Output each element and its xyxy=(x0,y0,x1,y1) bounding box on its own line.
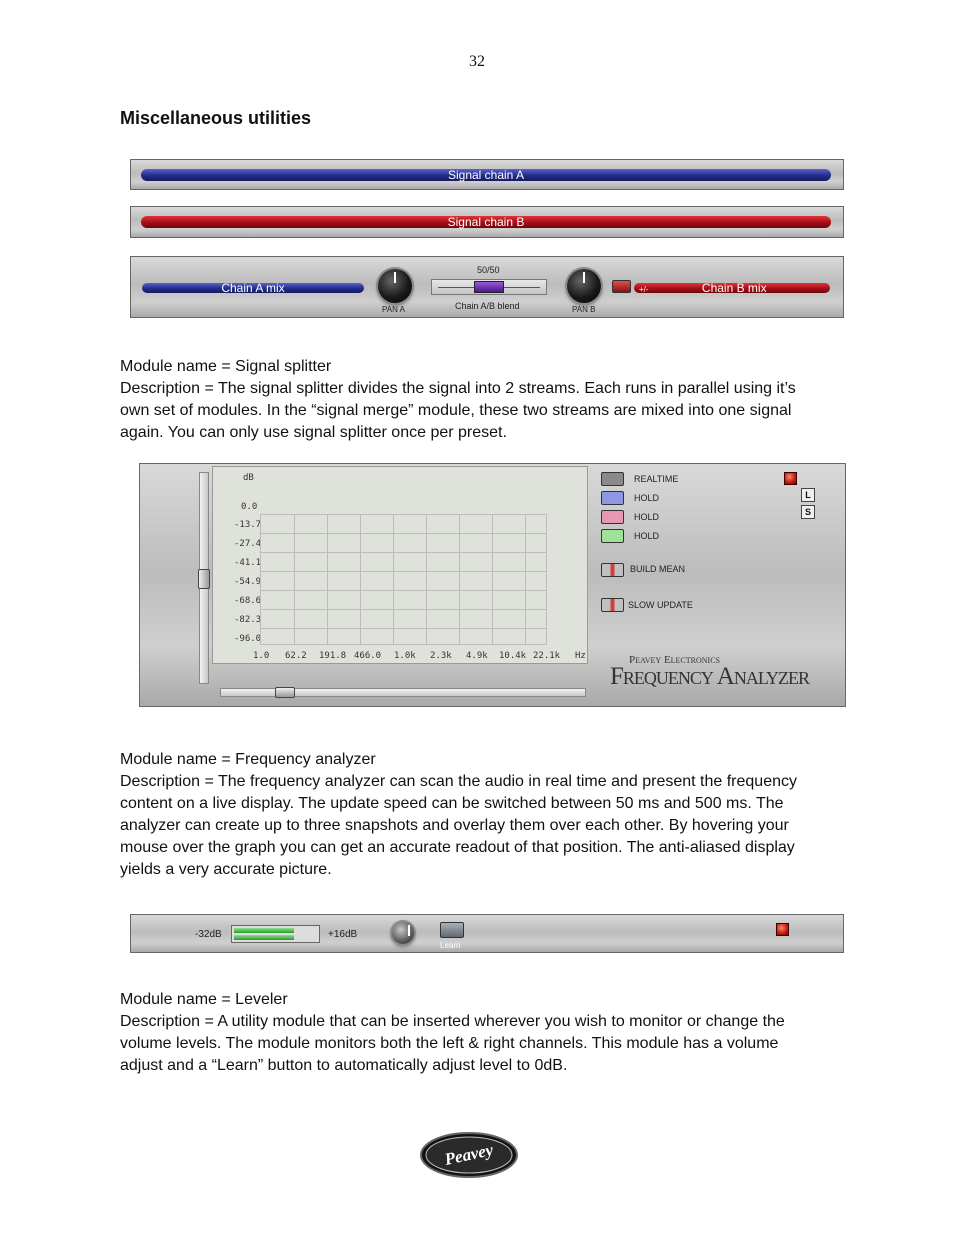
side-s-label: S xyxy=(804,507,811,517)
leveler-bypass-led[interactable] xyxy=(776,923,789,936)
build-mean-toggle[interactable] xyxy=(601,563,624,577)
blend-value: 50/50 xyxy=(477,265,500,275)
slow-update-toggle[interactable] xyxy=(601,598,624,612)
realtime-button[interactable] xyxy=(601,472,624,486)
text-line: yields a very accurate picture. xyxy=(120,861,332,878)
blend-slider-handle[interactable] xyxy=(474,281,504,293)
x-tick: 2.3k xyxy=(430,651,452,661)
polarity-label: +/- xyxy=(639,285,649,294)
db-axis-label: dB xyxy=(243,473,254,483)
y-tick: -13.7 xyxy=(234,520,262,530)
y-tick: -68.6 xyxy=(234,596,262,606)
y-tick: 0.0 xyxy=(241,502,258,512)
learn-label: Learn xyxy=(440,941,461,950)
leveler-max-label: +16dB xyxy=(328,929,358,940)
left-channel-meter xyxy=(234,928,294,933)
signal-merge-panel xyxy=(130,256,844,318)
peavey-logo xyxy=(419,1132,519,1178)
volume-knob[interactable] xyxy=(392,922,414,944)
chain-b-mix-label: Chain B mix xyxy=(701,281,767,295)
learn-button[interactable] xyxy=(440,922,464,938)
text-line: mouse over the graph you can get an accurate readout of that position. The anti-aliased display xyxy=(120,839,795,856)
brand-small-text: Peavey Electronics xyxy=(629,654,720,666)
signal-chain-b-panel xyxy=(130,206,844,238)
side-s-button[interactable] xyxy=(801,505,815,519)
vertical-zoom-slider[interactable] xyxy=(199,472,209,684)
y-tick: -96.0 xyxy=(234,634,262,644)
x-tick: 1.0 xyxy=(253,651,270,661)
text-line: own set of modules. In the “signal merge” module, these two streams are mixed into one signal xyxy=(120,402,792,419)
side-l-label: L xyxy=(805,490,811,500)
section-heading: Miscellaneous utilities xyxy=(120,108,312,128)
level-meter xyxy=(231,925,320,943)
pan-a-label: PAN A xyxy=(382,305,405,314)
text-line: analyzer can create up to three snapshots and overlay them over each other. By hovering your xyxy=(120,817,789,834)
pan-a-knob[interactable] xyxy=(378,269,412,303)
frequency-analyzer-panel xyxy=(139,463,846,707)
blend-label: Chain A/B blend xyxy=(455,301,520,311)
hold-blue-button[interactable] xyxy=(601,491,624,505)
text-line: Description = The signal splitter divides the signal into 2 streams. Each runs in parallel using it’s xyxy=(120,380,796,397)
y-tick: -54.9 xyxy=(234,577,262,587)
logo-text: Peavey xyxy=(442,1140,495,1169)
splitter-description xyxy=(120,356,840,444)
signal-chain-a-label: Signal chain A xyxy=(447,168,525,182)
chain-b-mix-bar[interactable] xyxy=(634,283,830,293)
signal-chain-b-label: Signal chain B xyxy=(447,215,525,229)
x-tick: 4.9k xyxy=(466,651,488,661)
realtime-label: REALTIME xyxy=(634,474,679,484)
slow-update-label: SLOW UPDATE xyxy=(628,600,693,610)
vertical-slider-handle[interactable] xyxy=(198,569,210,589)
text-line: adjust and a “Learn” button to automatically adjust level to 0dB. xyxy=(120,1057,568,1074)
hold-green-button[interactable] xyxy=(601,529,624,543)
pan-b-label: PAN B xyxy=(572,305,596,314)
x-tick: 191.8 xyxy=(319,651,347,661)
x-tick: 62.2 xyxy=(285,651,307,661)
build-mean-label: BUILD MEAN xyxy=(630,564,686,574)
text-line: content on a live display. The update speed can be switched between 50 ms and 500 ms. The xyxy=(120,795,784,812)
text-line: again. You can only use signal splitter once per preset. xyxy=(120,424,507,441)
bypass-led-button[interactable] xyxy=(784,472,797,485)
x-tick: 1.0k xyxy=(394,651,416,661)
x-tick: 10.4k xyxy=(499,651,527,661)
leveler-panel xyxy=(130,914,844,953)
analyzer-display[interactable] xyxy=(212,466,588,664)
signal-chain-b-bar[interactable] xyxy=(141,216,831,228)
leveler-min-label: -32dB xyxy=(195,929,222,940)
polarity-button[interactable] xyxy=(612,280,631,293)
x-tick: 22.1k xyxy=(533,651,561,661)
signal-chain-a-panel xyxy=(130,159,844,190)
hold-pink-button[interactable] xyxy=(601,510,624,524)
hold-green-label: HOLD xyxy=(634,531,660,541)
text-line: Description = A utility module that can be inserted wherever you wish to monitor or change the xyxy=(120,1013,785,1030)
blend-slider-track[interactable] xyxy=(431,279,547,295)
y-tick: -82.3 xyxy=(234,615,262,625)
text-line: Module name = Leveler xyxy=(120,991,288,1008)
pan-b-knob[interactable] xyxy=(567,269,601,303)
y-tick: -27.4 xyxy=(234,539,262,549)
analyzer-description xyxy=(120,749,840,881)
text-line: volume levels. The module monitors both the left & right channels. This module has a volume xyxy=(120,1035,779,1052)
right-channel-meter xyxy=(234,935,294,940)
signal-chain-a-bar[interactable] xyxy=(141,169,831,181)
leveler-description xyxy=(120,989,840,1077)
y-tick: -41.1 xyxy=(234,558,262,568)
text-line: Description = The frequency analyzer can scan the audio in real time and present the frequency xyxy=(120,773,797,790)
hz-axis-label: Hz xyxy=(575,651,586,661)
chain-a-mix-label: Chain A mix xyxy=(221,281,285,295)
x-tick: 466.0 xyxy=(354,651,382,661)
analyzer-grid xyxy=(260,514,547,645)
brand-large-text: Frequency Analyzer xyxy=(610,663,810,690)
text-line: Module name = Frequency analyzer xyxy=(120,751,376,768)
text-line: Module name = Signal splitter xyxy=(120,358,332,375)
hold-blue-label: HOLD xyxy=(634,493,660,503)
chain-a-mix-bar[interactable] xyxy=(142,283,364,293)
side-l-button[interactable] xyxy=(801,488,815,502)
horizontal-slider-handle[interactable] xyxy=(275,687,295,698)
hold-pink-label: HOLD xyxy=(634,512,660,522)
horizontal-zoom-slider[interactable] xyxy=(220,688,586,697)
page-number: 32 xyxy=(469,53,485,70)
